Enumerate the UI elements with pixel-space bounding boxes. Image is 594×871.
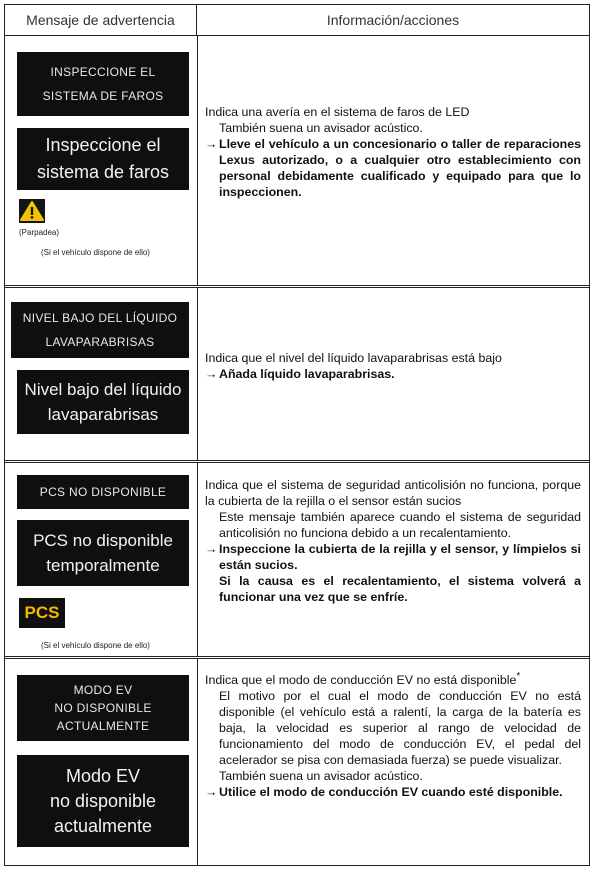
footnote: (Si el vehículo dispone de ello)	[41, 641, 150, 650]
small-warning-display: MODO EV NO DISPONIBLE ACTUALMENTE	[17, 675, 189, 741]
warning-triangle-icon	[19, 199, 45, 223]
asterisk: *	[516, 671, 521, 682]
table-row	[5, 460, 589, 656]
info-cell: Indica que el nivel del líquido lavaparabrisas está bajo → Añada líquido lavaparabrisas.	[205, 351, 502, 381]
table-header	[5, 5, 589, 36]
large-warning-display: PCS no disponible temporalmente	[17, 520, 189, 586]
warning-table	[4, 4, 590, 866]
header-warning-message: Mensaje de advertencia	[5, 5, 197, 35]
small-warning-display: INSPECCIONE EL SISTEMA DE FAROS	[17, 52, 189, 116]
info-cell: Indica que el modo de conducción EV no está disponible* El motivo por el cual el modo de conducción EV no está disponible (el vehículo está a ralentí, la carga de la batería es baja, la velocidad es superior al rango de velocidad de funcionamiento del modo de conducción EV, el pedal del acelerador se pisa con demasiada fuerza) se puede visualizar. También suena un avisador acústico. → Utilice el modo de conducción EV cuando esté disponible.	[205, 671, 581, 800]
small-warning-display: PCS NO DISPONIBLE	[17, 475, 189, 509]
footnote: (Si el vehículo dispone de ello)	[41, 248, 150, 257]
info-cell: Indica una avería en el sistema de faros de LED También suena un avisador acústico. → Lleve el vehículo a un concesionario o taller de reparaciones Lexus autorizado, o a cualquier otro establecimiento con personal debidamente cualificado y equipado para que lo inspeccionen.	[205, 105, 581, 199]
header-info-actions: Información/acciones	[326, 12, 460, 28]
large-warning-display: Modo EV no disponible actualmente	[17, 755, 189, 847]
table-row	[5, 656, 589, 865]
info-cell: Indica que el sistema de seguridad anticolisión no funciona, porque la cubierta de la rejilla o el sensor están sucios Este mensaje también aparece cuando el sistema de seguridad anticolisión no funciona debido a un recalentamiento. → Inspeccione la cubierta de la rejilla y el sensor, y límpielos si están sucios. Si la causa es el recalentamiento, el sistema volverá a funcionar una vez que se enfríe.	[205, 478, 581, 604]
table-row	[5, 285, 589, 460]
table-row	[5, 36, 589, 285]
small-warning-display: NIVEL BAJO DEL LÍQUIDO LAVAPARABRISAS	[11, 302, 189, 358]
pcs-icon: PCS	[19, 598, 65, 628]
large-warning-display: Nivel bajo del líquido lavaparabrisas	[17, 370, 189, 434]
large-warning-display: Inspeccione el sistema de faros	[17, 128, 189, 190]
blink-label: (Parpadea)	[19, 228, 60, 237]
